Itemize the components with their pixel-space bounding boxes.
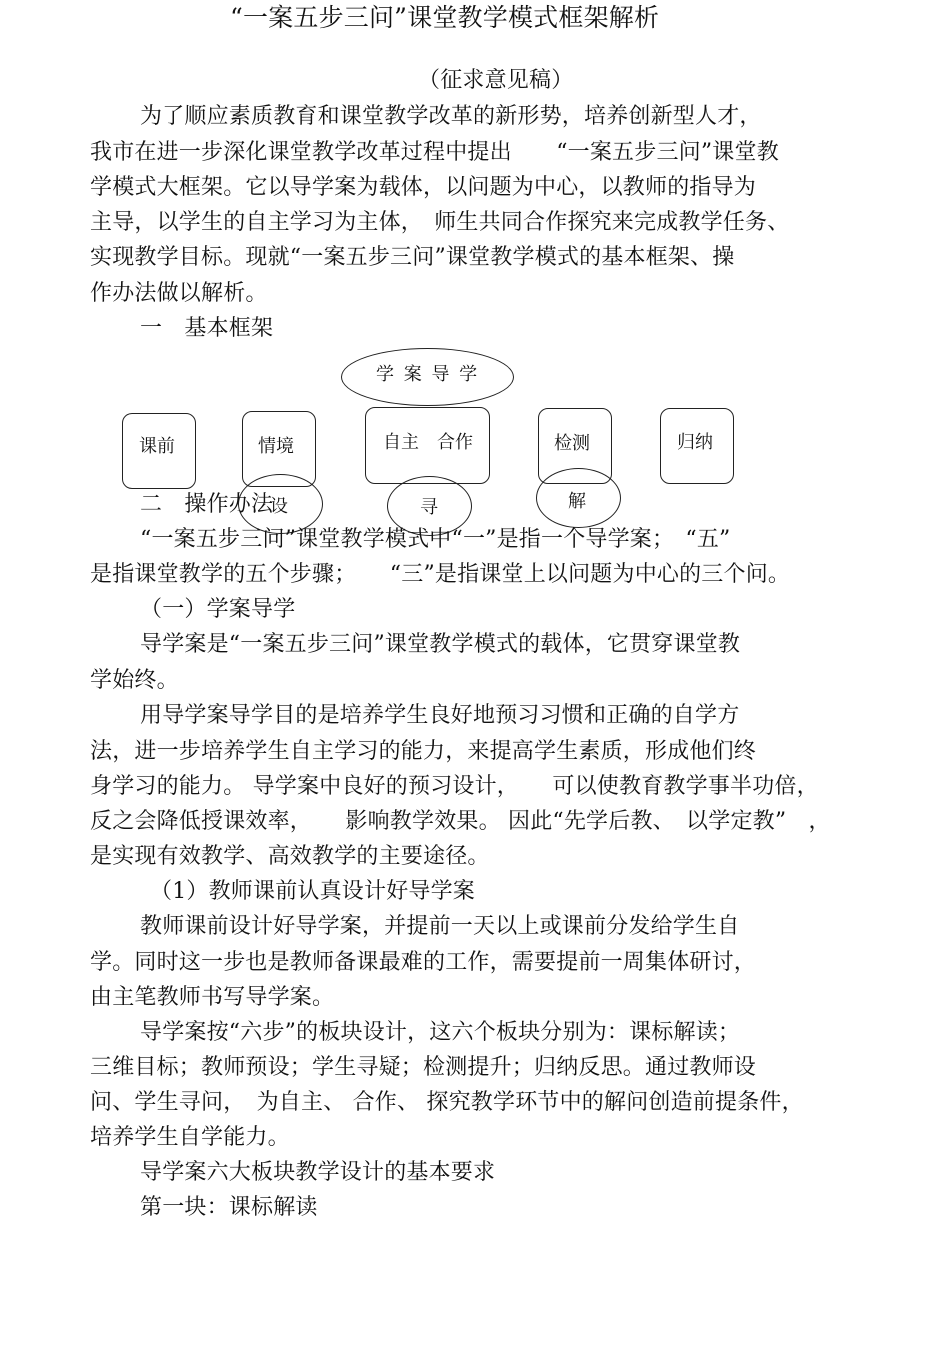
- step-box-label: 课前: [139, 436, 175, 457]
- step-box-label: 归纳: [677, 432, 713, 453]
- body-line: 学。同时这一步也是教师备课最难的工作，需要提前一周集体研讨，: [90, 950, 757, 975]
- body-line: 问、学生寻问， 为自主、 合作、 探究教学环节中的解问创造前提条件，: [90, 1090, 804, 1115]
- question-oval-label: 设: [270, 496, 288, 517]
- body-line: 教师课前设计好导学案，并提前一天以上或课前分发给学生自: [140, 914, 740, 939]
- body-line: “一案五步三问”课堂教学模式中“一”是指一个导学案； “五”: [140, 527, 731, 552]
- document-title: “一案五步三问”课堂教学模式框架解析: [230, 3, 660, 32]
- body-line: 导学案是“一案五步三问”课堂教学模式的载体，它贯穿课堂教: [140, 632, 741, 657]
- body-line: 身学习的能力。 导学案中良好的预习设计， 可以使教育教学事半功倍，: [90, 774, 819, 799]
- body-line: 第一块：课标解读: [140, 1195, 318, 1220]
- intro-line: 学模式大框架。它以导学案为载体，以问题为中心，以教师的指导为: [90, 175, 757, 200]
- body-line: 是实现有效教学、高效教学的主要途径。: [90, 844, 490, 869]
- section-heading-operation: 二 操作办法: [140, 492, 274, 517]
- question-oval-label: 解: [568, 491, 586, 512]
- intro-line: 为了顺应素质教育和课堂教学改革的新形势，培养创新型人才，: [140, 104, 762, 129]
- body-line: 由主笔教师书写导学案。: [90, 985, 335, 1010]
- body-line: 三维目标；教师预设；学生寻疑；检测提升；归纳反思。通过教师设: [90, 1055, 757, 1080]
- intro-line: 作办法做以解析。: [90, 281, 268, 306]
- body-line: 学始终。: [90, 668, 179, 693]
- body-line: 用导学案导学目的是培养学生良好地预习习惯和正确的自学方: [140, 703, 740, 728]
- section-heading-basic-framework: 一 基本框架: [140, 316, 274, 341]
- body-line: 培养学生自学能力。: [90, 1125, 290, 1150]
- step-box-label: 情境: [258, 436, 294, 457]
- body-line: 导学案按“六步”的板块设计，这六个板块分别为：课标解读；: [140, 1020, 741, 1045]
- document-subtitle: （征求意见稿）: [418, 68, 574, 93]
- intro-line: 主导，以学生的自主学习为主体， 师生共同合作探究来完成教学任务、: [90, 210, 790, 235]
- body-line: 是指课堂教学的五个步骤； “三”是指课堂上以问题为中心的三个问。: [90, 562, 791, 587]
- intro-line: 我市在进一步深化课堂教学改革过程中提出 “一案五步三问”课堂教: [90, 140, 779, 165]
- question-oval-label: 寻: [420, 497, 438, 518]
- step-box-label: 检测: [554, 433, 590, 454]
- subsection-heading-learning-guide: （一）学案导学: [140, 597, 296, 622]
- intro-line: 实现教学目标。现就“一案五步三问”课堂教学模式的基本框架、操: [90, 245, 735, 270]
- subsection-heading-teacher-design: （1）教师课前认真设计好导学案: [150, 879, 475, 904]
- body-line: 法，进一步培养学生自主学习的能力，来提高学生素质，形成他们终: [90, 739, 757, 764]
- body-line: 导学案六大板块教学设计的基本要求: [140, 1160, 496, 1185]
- top-oval-label: 学 案 导 学: [376, 364, 480, 385]
- body-line: 反之会降低授课效率， 影响教学效果。 因此“先学后教、 以学定教” ，: [90, 809, 831, 834]
- step-box-label: 自主 合作: [383, 432, 473, 453]
